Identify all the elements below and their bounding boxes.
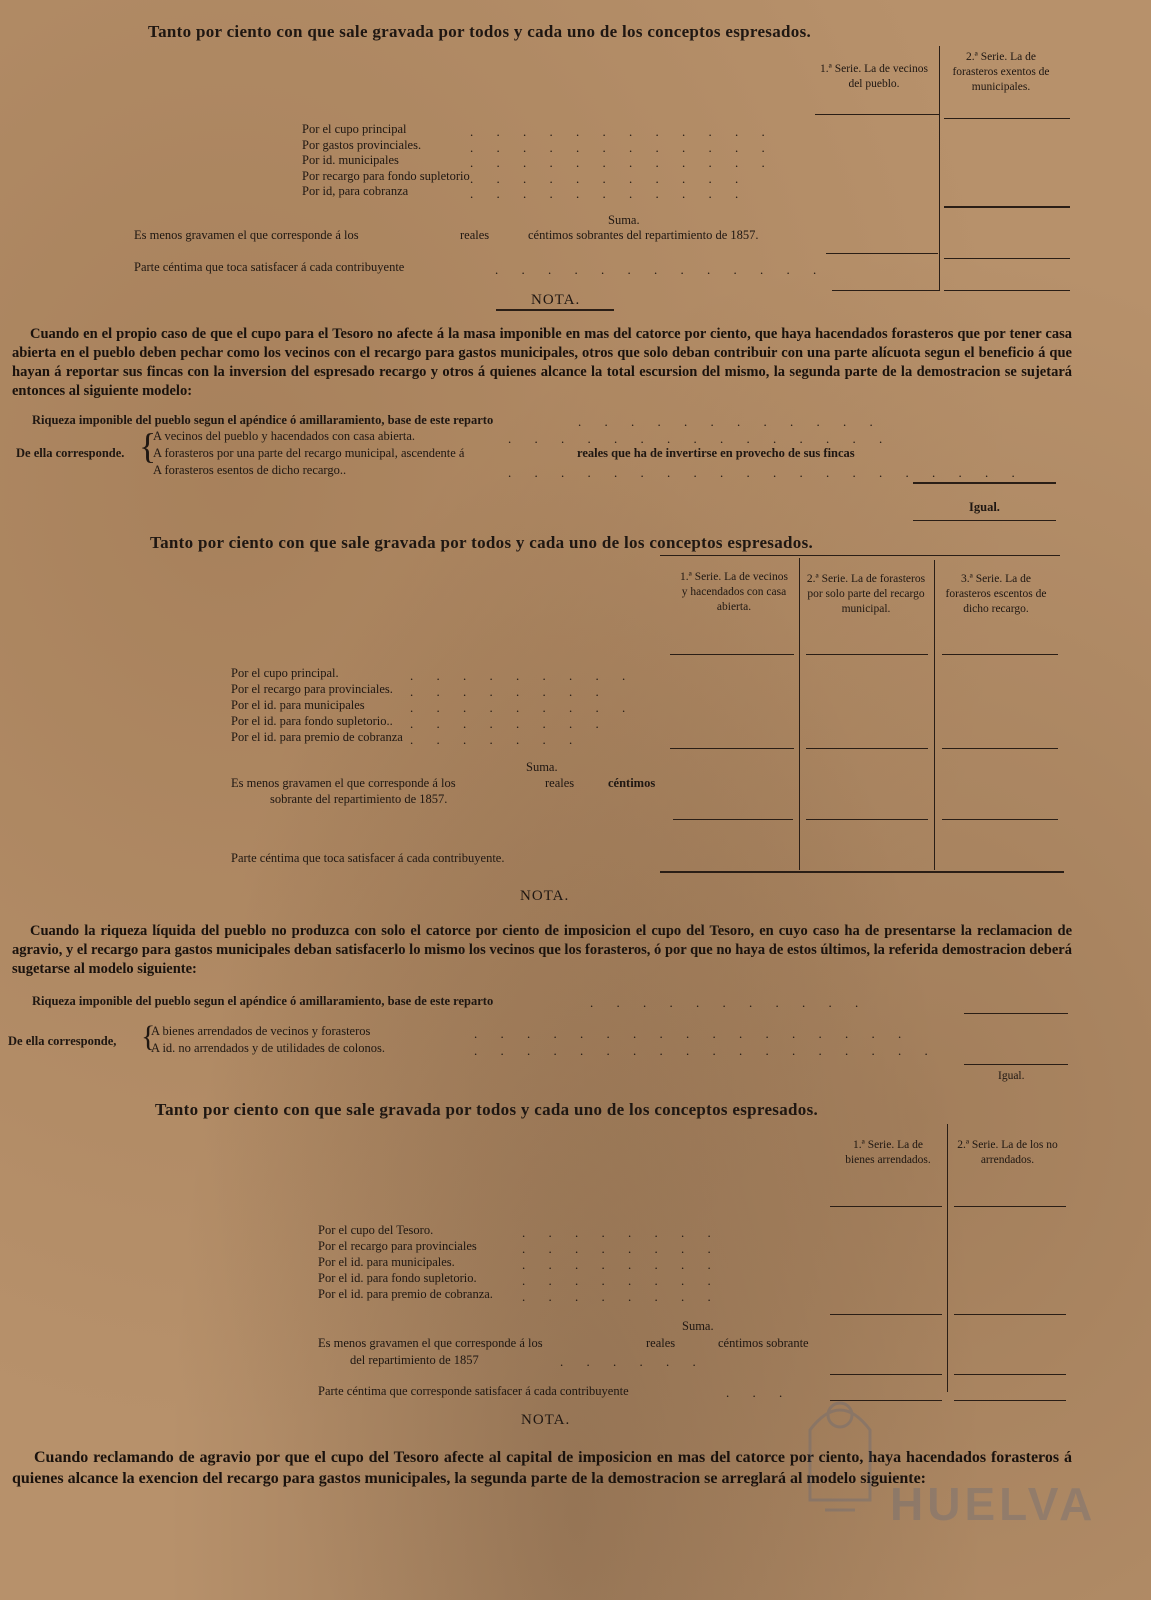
section3-leader-dots: . . . . . . . . . . . . . . . . . . . . . . . . . . . . . . . . . . . . . . . . [522,1225,721,1304]
section3-row-5: Por el id. para premio de cobranza. [318,1287,493,1301]
section2-nota: NOTA. [520,888,570,904]
section3-parte-centima: Parte céntima que corresponde satisfacer á cada contribuyente [318,1384,629,1398]
section1-header-rule-1 [815,114,939,115]
section3-col2-header: 2.ª Serie. La de los no arrendados. [957,1139,1058,1166]
section1-rule-a [826,253,938,254]
section1-sum-rule-right [944,206,1070,208]
section1-suma: Suma. [608,213,640,227]
section3-menos-gravamen: Es menos gravamen el que corresponde á los [318,1336,543,1350]
block3-item-1: A bienes arrendados de vecinos y forasteros [151,1024,371,1038]
section1-row-5: Por id, para cobranza [302,184,409,198]
section3-title: Tanto por ciento con que sale gravada por todos y cada uno de los conceptos espresados. [155,1100,819,1119]
section2-sum-rule-3 [942,748,1058,749]
block2-total-rule [913,482,1056,484]
section2-bottom-rule [660,871,1064,873]
section3-repartimiento: del repartimiento de 1857 [350,1353,479,1367]
section1-row-4: Por recargo para fondo supletorio [302,169,470,183]
section3-bottom-rule-1 [830,1400,942,1401]
section2-leader-dots: . . . . . . . . . . . . . . . . . . . . . . . . . . . . . . . . . . . . . . . . . [410,668,636,747]
section1-row-3: Por id. municipales [302,153,399,167]
section2-reales: reales [545,776,575,790]
section1-col-divider-left [939,46,940,290]
section1-title: Tanto por ciento con que sale gravada por todos y cada uno de los conceptos espresados. [148,22,812,41]
section3-row-1: Por el cupo del Tesoro. [318,1223,434,1237]
section3-divider [947,1124,948,1392]
section1-header-rule-2 [944,118,1070,119]
section2-row-1: Por el cupo principal. [231,666,339,680]
section2-row-4: Por el id. para fondo supletorio.. [231,714,393,728]
section2-rule-a2 [806,819,928,820]
section2-sobrante: sobrante del repartimiento de 1857. [270,792,448,806]
section2-suma: Suma. [526,760,558,774]
stamp-text: HUELVA [890,1478,1097,1530]
section1-col2-header: 2.ª Serie. La de forasteros exentos de municipales. [952,51,1050,93]
section2-divider-1 [799,558,800,870]
section3-reales: reales [646,1336,676,1350]
block3-riqueza: Riqueza imponible del pueblo segun el apéndice ó amillaramiento, base de este reparto [32,994,494,1008]
block3-total-rule [964,1064,1068,1065]
section2-title-rule [660,555,1060,556]
section2-col3-header: 3.ª Serie. La de forasteros escentos de dicho recargo. [945,573,1047,615]
section3-rule-a1 [830,1374,942,1375]
block2-riqueza: Riqueza imponible del pueblo segun el apéndice ó amillaramiento, base de este reparto [32,413,494,427]
section1-nota-rule [496,309,614,311]
block3-item-dots: . . . . . . . . . . . . . . . . . . . . . . . . . . . . . . . . . . . [474,1026,938,1058]
section1-rule-c [832,290,940,291]
section2-rule-a3 [942,819,1058,820]
section3-rule-a2 [954,1374,1066,1375]
section1-rule-d [944,290,1070,291]
block2-de-ella: De ella corresponde. [16,446,125,460]
block2-reales-inversion: reales que ha de invertirse en provecho de sus fincas [577,446,855,460]
section2-title: Tanto por ciento con que sale gravada por todos y cada uno de los conceptos espresados. [150,533,814,552]
paragraph-1: Cuando en el propio caso de que el cupo para el Tesoro no afecte á la masa imponible en mas del catorce por ciento, que haya hacendados forasteros que por tener casa abierta en el pueblo deben pechar como los vecinos con el recargo para gastos municipales, otros que solo deban contribuir con una parte alícuota segun el beneficio á que hayan á reportar sus fincas con la inversion del espresado recargo y otros á quienes alcance la total escursion del mismo, la segunda parte de la demostracion se sujetará entonces al siguiente modelo: [12,326,1072,399]
section2-col1-header: 1.ª Serie. La de vecinos y hacendados con casa abierta. [680,571,788,613]
section1-centimos-sobrantes: céntimos sobrantes del repartimiento de 1857. [528,228,759,242]
section1-nota: NOTA. [531,292,581,308]
block2-item-3: A forasteros esentos de dicho recargo.. [153,463,347,477]
section2-header-rule-3 [942,654,1058,655]
section2-row-2: Por el recargo para provinciales. [231,682,393,696]
section3-sum-rule-2 [954,1314,1066,1315]
section1-row-1: Por el cupo principal [302,122,407,136]
section2-menos-gravamen: Es menos gravamen el que corresponde á los [231,776,456,790]
section2-divider-2 [934,560,935,870]
section1-parte-centima: Parte céntima que toca satisfacer á cada contribuyente [134,260,405,274]
block2-brace-icon: { [139,426,157,466]
section2-col2-header: 2.ª Serie. La de forasteros por solo parte del recargo municipal. [806,573,926,615]
paragraph-2: Cuando la riqueza líquida del pueblo no produzca con solo el catorce por ciento de imposicion el cupo del Tesoro, en cuyo caso ha de presentarse la reclamacion de agravio, y el recargo para gastos municipales deban satisfacerlo lo mismo los vecinos que los forasteros, ó por que no haya de estos últimos, la referida demostracion deberá sugetarse al modelo siguiente: [12,923,1072,977]
section2-header-rule-2 [806,654,928,655]
section2-sum-rule-1 [670,748,794,749]
section2-row-3: Por el id. para municipales [231,698,365,712]
section2-centimos: céntimos [608,776,656,790]
section3-row-2: Por el recargo para provinciales [318,1239,477,1253]
block3-igual: Igual. [998,1070,1025,1082]
block3-de-ella: De ella corresponde, [8,1034,117,1048]
section3-parte-dots: . . . [726,1385,793,1400]
section3-suma: Suma. [682,1319,714,1333]
section1-leader-dots: . . . . . . . . . . . . . . . . . . . . . . . . . . . . . . . . . . . . . . . . . . . . . . . . . . . . . . . . . . [470,124,775,201]
section1-rule-b [944,258,1070,259]
block2-igual-rule [913,520,1056,521]
block3-riqueza-rule [964,1013,1068,1014]
section3-header-rule-2 [954,1206,1066,1207]
section1-menos-gravamen: Es menos gravamen el que corresponde á los [134,228,359,242]
block2-item-1: A vecinos del pueblo y hacendados con casa abierta. [153,429,416,443]
block3-item-2: A id. no arrendados y de utilidades de colonos. [151,1041,385,1055]
paragraph-3: Cuando reclamando de agravio por que el cupo del Tesoro afecte al capital de imposicion en mas del catorce por ciento, haya hacendados forasteros á quienes alcance la exencion del recargo para gastos municipales, la segunda parte de la demostracion se arreglará al modelo siguiente: [12,1449,1072,1487]
block2-item-dots: . . . . . . . . . . . . . . . . . . . . . . . . . . . . . . . . . . . [508,431,1025,480]
section3-repartimiento-dots: . . . . . . [560,1354,706,1369]
section1-col1-header: 1.ª Serie. La de vecinos del pueblo. [820,63,928,90]
block2-riqueza-dots: . . . . . . . . . . . . [578,414,883,429]
section3-row-4: Por el id. para fondo supletorio. [318,1271,477,1285]
block2-item-2: A forasteros por una parte del recargo municipal, ascendente á [153,446,465,460]
section3-centimos-sobrante: céntimos sobrante [718,1336,809,1350]
section1-row-2: Por gastos provinciales. [302,138,422,152]
section3-header-rule-1 [830,1206,942,1207]
section3-col1-header: 1.ª Serie. La de bienes arrendados. [845,1139,931,1166]
section3-bottom-rule-2 [954,1400,1066,1401]
section2-sum-rule-2 [806,748,928,749]
block3-brace-icon: { [141,1020,156,1053]
block3-riqueza-dots: . . . . . . . . . . . [590,995,869,1010]
section2-row-5: Por el id. para premio de cobranza [231,730,403,744]
section1-parte-dots: . . . . . . . . . . . . . [495,262,827,277]
block2-igual: Igual. [969,500,1000,514]
section3-nota: NOTA. [521,1412,571,1428]
section3-row-3: Por el id. para municipales. [318,1255,455,1269]
section2-rule-a1 [673,819,793,820]
section1-reales: reales [460,228,490,242]
section2-header-rule-1 [670,654,794,655]
section3-sum-rule-1 [830,1314,942,1315]
section2-parte-centima: Parte céntima que toca satisfacer á cada contribuyente. [231,851,505,865]
